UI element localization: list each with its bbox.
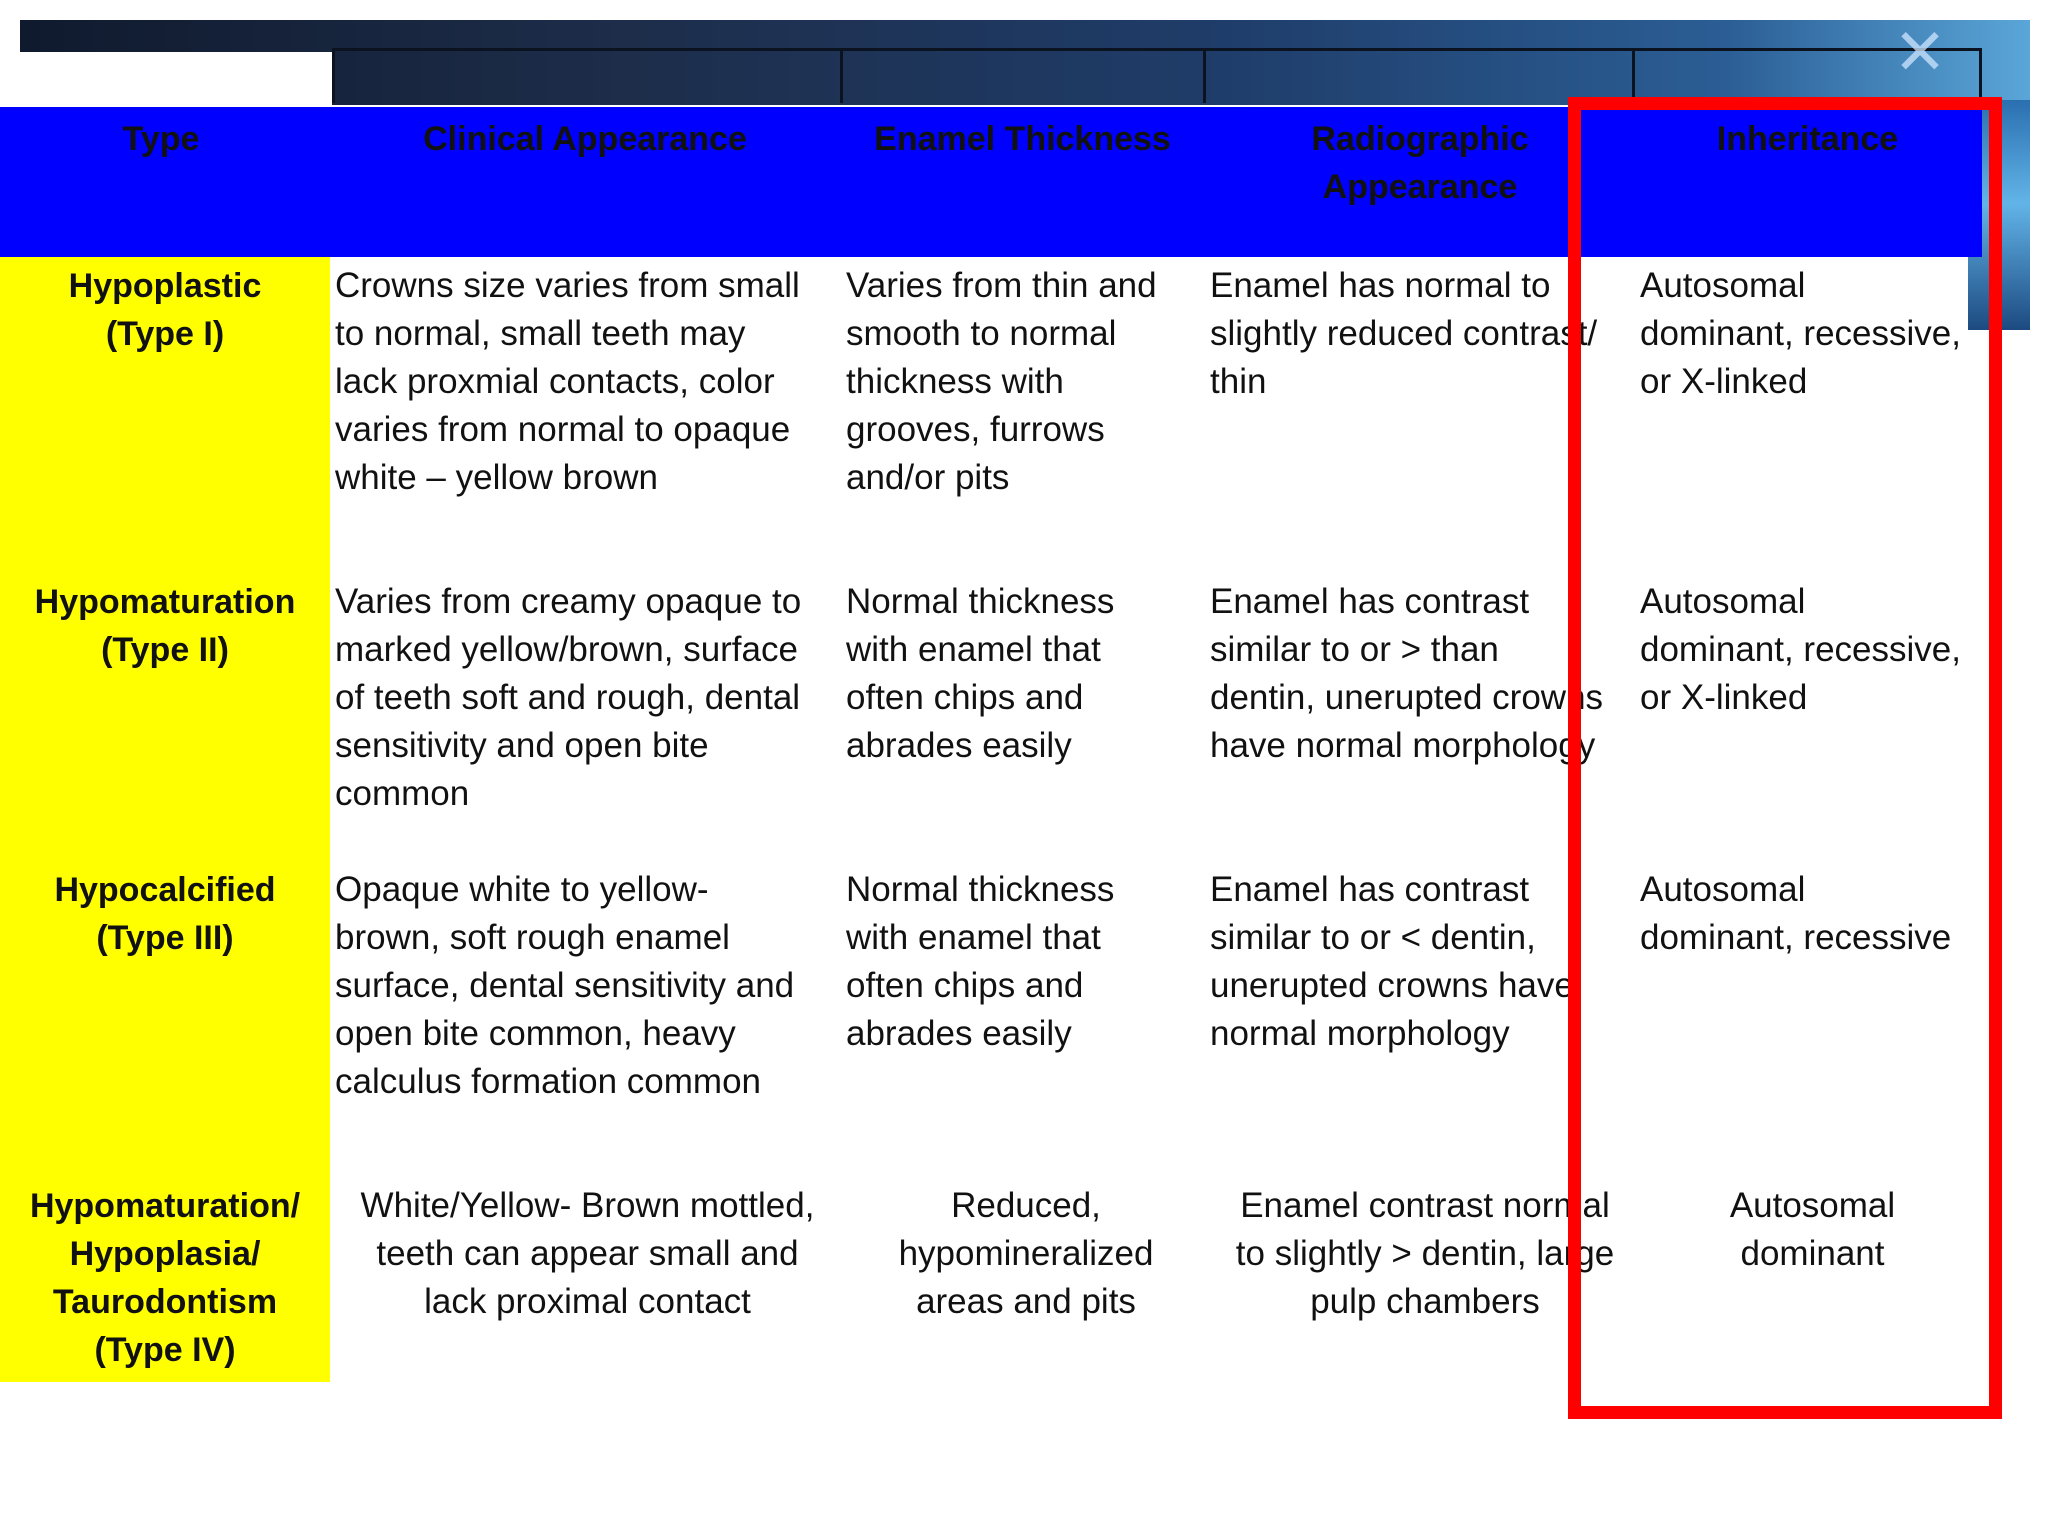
type-label: Hypoplastic	[68, 267, 262, 305]
text-line: white – yellow brown	[335, 458, 658, 497]
inheritance-highlight-box	[1568, 97, 2002, 1419]
enamel-cell	[846, 262, 1206, 502]
text-line: dominant, recessive,	[1640, 630, 1961, 669]
text-line: lack proximal contact	[424, 1282, 751, 1321]
banner-divider	[840, 48, 843, 103]
text-line: Autosomal	[1640, 266, 1806, 305]
text-line: Enamel has normal to	[1210, 266, 1551, 305]
text-line: abrades easily	[846, 726, 1072, 765]
text-line: often chips and	[846, 966, 1084, 1005]
text-line: or X-linked	[1640, 678, 1808, 717]
text-line: Normal thickness	[846, 582, 1115, 621]
text-line: teeth can appear small and	[376, 1234, 799, 1273]
text-line: often chips and	[846, 678, 1084, 717]
text-line: normal morphology	[1210, 1014, 1510, 1053]
text-line: dominant, recessive,	[1640, 314, 1961, 353]
header-radiographic-line: Appearance	[1322, 168, 1518, 206]
type-cell	[0, 1182, 330, 1374]
type-label: (Type I)	[105, 315, 225, 353]
text-line: surface, dental sensitivity and	[335, 966, 795, 1005]
enamel-cell	[846, 578, 1206, 770]
type-cell	[0, 262, 330, 358]
text-line: grooves, furrows	[846, 410, 1105, 449]
header-radiographic-line: Radiographic	[1311, 120, 1529, 158]
text-line: thin	[1210, 362, 1267, 401]
type-label: (Type III)	[96, 919, 234, 957]
text-line: have normal morphology	[1210, 726, 1596, 765]
text-line: Autosomal	[1640, 582, 1806, 621]
text-line: pulp chambers	[1310, 1282, 1540, 1321]
text-line: with enamel that	[846, 630, 1101, 669]
type-label: Hypomaturation	[34, 583, 296, 621]
text-line: areas and pits	[916, 1282, 1136, 1321]
text-line: dentin, unerupted crowns	[1210, 678, 1604, 717]
text-line: abrades easily	[846, 1014, 1072, 1053]
enamel-cell	[846, 866, 1206, 1058]
text-line: or X-linked	[1640, 362, 1808, 401]
text-line: to normal, small teeth may	[335, 314, 746, 353]
text-line: lack proxmial contacts, color	[335, 362, 775, 401]
text-line: White/Yellow- Brown mottled,	[360, 1186, 815, 1225]
type-label: (Type II)	[101, 631, 229, 669]
header-enamel-thickness: Enamel Thickness	[874, 120, 1171, 158]
text-line: Normal thickness	[846, 870, 1115, 909]
text-line: thickness with	[846, 362, 1064, 401]
text-line: Reduced,	[951, 1186, 1101, 1225]
type-label: Hypocalcified	[54, 871, 276, 909]
banner-divider	[1203, 48, 1206, 103]
clinical-cell	[335, 578, 840, 818]
text-line: common	[335, 774, 470, 813]
text-line: brown, soft rough enamel	[335, 918, 730, 957]
text-line: smooth to normal	[846, 314, 1117, 353]
text-line: Enamel contrast normal	[1240, 1186, 1610, 1225]
dna-helix-icon: ✕	[1893, 16, 1947, 90]
text-line: Autosomal	[1640, 870, 1806, 909]
text-line: dominant, recessive	[1640, 918, 1952, 957]
text-line: unerupted crowns have	[1210, 966, 1574, 1005]
type-label: (Type IV)	[94, 1331, 236, 1369]
text-line: to slightly > dentin, large	[1235, 1234, 1615, 1273]
text-line: Opaque white to yellow-	[335, 870, 709, 909]
text-line: similar to or < dentin,	[1210, 918, 1536, 957]
type-label: Hypomaturation/	[29, 1187, 301, 1225]
text-line: hypomineralized	[898, 1234, 1154, 1273]
banner-white-patch	[0, 52, 332, 107]
text-line: open bite common, heavy	[335, 1014, 736, 1053]
banner-divider	[1632, 48, 1635, 103]
header-type: Type	[122, 120, 200, 158]
text-line: slightly reduced contrast/	[1210, 314, 1598, 353]
type-cell	[0, 866, 330, 962]
enamel-cell	[846, 1182, 1206, 1326]
header-clinical-appearance: Clinical Appearance	[423, 120, 747, 158]
text-line: Autosomal	[1729, 1186, 1896, 1225]
text-line: and/or pits	[846, 458, 1010, 497]
text-line: varies from normal to opaque	[335, 410, 791, 449]
text-line: dominant	[1740, 1234, 1885, 1273]
text-line: sensitivity and open bite	[335, 726, 709, 765]
type-label: Hypoplasia/	[69, 1235, 261, 1273]
text-line: similar to or > than	[1210, 630, 1499, 669]
text-line: Crowns size varies from small	[335, 266, 800, 305]
text-line: calculus formation common	[335, 1062, 761, 1101]
text-line: marked yellow/brown, surface	[335, 630, 798, 669]
text-line: Enamel has contrast	[1210, 870, 1530, 909]
text-line: with enamel that	[846, 918, 1101, 957]
banner-outline	[332, 48, 1982, 103]
type-cell	[0, 578, 330, 674]
text-line: Varies from creamy opaque to	[335, 582, 802, 621]
text-line: Varies from thin and	[846, 266, 1157, 305]
text-line: of teeth soft and rough, dental	[335, 678, 801, 717]
clinical-cell	[335, 866, 840, 1106]
header-inheritance: Inheritance	[1716, 120, 1899, 158]
clinical-cell	[335, 1182, 840, 1326]
type-label: Taurodontism	[52, 1283, 278, 1321]
text-line: Enamel has contrast	[1210, 582, 1530, 621]
clinical-cell	[335, 262, 840, 502]
